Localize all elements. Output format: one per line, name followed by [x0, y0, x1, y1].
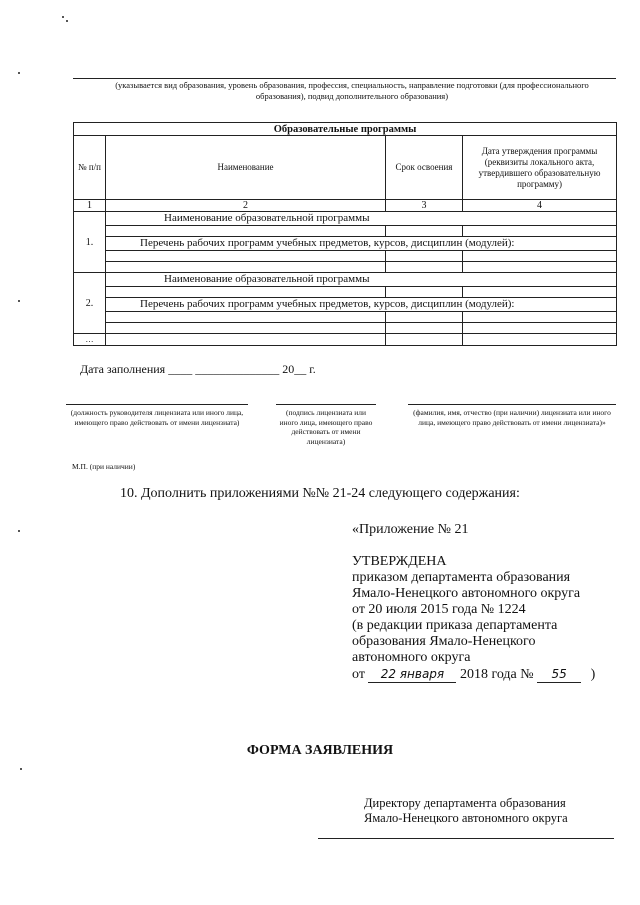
- approved-label: УТВЕРЖДЕНА: [352, 554, 447, 569]
- addressee-block: [364, 796, 568, 826]
- empty-cell: [386, 312, 463, 323]
- empty-cell: [463, 312, 617, 323]
- stamp-caption: М.П. (при наличии): [72, 462, 136, 471]
- table-title: Образовательные программы: [74, 123, 617, 136]
- addressee-line: Ямало-Ненецкого автономного округа: [364, 811, 568, 825]
- signature-line: [276, 404, 376, 405]
- header-num: № п/п: [74, 136, 106, 200]
- empty-cell: [106, 323, 386, 334]
- position-signature-line: [66, 404, 248, 405]
- empty-cell: [386, 262, 463, 273]
- ellipsis-cell: …: [74, 334, 106, 346]
- appendix-line: автономного округа: [352, 650, 471, 665]
- appendix-line: Ямало-Ненецкого автономного округа: [352, 586, 581, 601]
- position-caption: (должность руководителя лицензиата или иного лица, имеющего право действовать от имени лицензиата): [70, 408, 244, 427]
- col-number: 1: [74, 200, 106, 212]
- empty-cell: [106, 251, 386, 262]
- programs-table: [73, 122, 617, 346]
- empty-cell: [463, 251, 617, 262]
- form-title: ФОРМА ЗАЯВЛЕНИЯ: [246, 743, 394, 758]
- order-suffix: ): [590, 667, 596, 682]
- header-date: Дата утверждения программы (реквизиты локального акта, утвердившего образовательную программу): [463, 136, 617, 200]
- date-fill-line: Дата заполнения ____ ______________ 20__ г.: [80, 362, 316, 376]
- education-type-line: [73, 78, 616, 79]
- work-programs-label: Перечень рабочих программ учебных предметов, курсов, дисциплин (модулей):: [106, 298, 617, 312]
- appendix-block: [352, 522, 632, 683]
- appendix-title: «Приложение № 21: [352, 522, 469, 537]
- empty-cell: [463, 334, 617, 346]
- program-name-label: Наименование образовательной программы: [106, 212, 617, 226]
- row-number: 1.: [74, 212, 106, 273]
- empty-cell: [463, 323, 617, 334]
- appendix-line: образования Ямало-Ненецкого: [352, 634, 536, 649]
- program-name-label: Наименование образовательной программы: [106, 273, 617, 287]
- scan-speck: [18, 530, 20, 532]
- empty-cell: [386, 251, 463, 262]
- scan-speck: [66, 20, 68, 22]
- scan-speck: [18, 72, 20, 74]
- appendix-order-line: [352, 666, 632, 683]
- row-number: 2.: [74, 273, 106, 334]
- fullname-signature-line: [408, 404, 616, 405]
- empty-cell: [463, 287, 617, 298]
- col-number: 2: [106, 200, 386, 212]
- empty-cell: [386, 287, 463, 298]
- scan-speck: [18, 300, 20, 302]
- empty-cell: [463, 262, 617, 273]
- empty-cell: [106, 262, 386, 273]
- empty-cell: [106, 226, 386, 237]
- empty-cell: [386, 323, 463, 334]
- appendix-line: от 20 июля 2015 года № 1224: [352, 602, 526, 617]
- handwritten-number: 55: [537, 666, 581, 683]
- item-10: 10. Дополнить приложениями №№ 21-24 следующего содержания:: [120, 486, 520, 501]
- signature-caption: (подпись лицензиата или иного лица, имеющего право действовать от имени лицензиата): [279, 408, 373, 446]
- appendix-line: (в редакции приказа департамента: [352, 618, 558, 633]
- empty-cell: [106, 334, 386, 346]
- work-programs-label: Перечень рабочих программ учебных предметов, курсов, дисциплин (модулей):: [106, 237, 617, 251]
- header-name: Наименование: [106, 136, 386, 200]
- fullname-caption: (фамилия, имя, отчество (при наличии) лицензиата или иного лица, имеющего право действовать от имени лицензиата)»: [413, 408, 611, 427]
- addressee-line: Директору департамента образования: [364, 796, 566, 810]
- header-term: Срок освоения: [386, 136, 463, 200]
- handwritten-date: 22 января: [368, 666, 456, 683]
- order-year: 2018 года №: [459, 667, 534, 682]
- applicant-line: [318, 838, 614, 839]
- empty-cell: [386, 226, 463, 237]
- col-number: 3: [386, 200, 463, 212]
- empty-cell: [106, 312, 386, 323]
- scan-speck: [62, 16, 64, 18]
- empty-cell: [386, 334, 463, 346]
- appendix-line: приказом департамента образования: [352, 570, 571, 585]
- scan-speck: [20, 768, 22, 770]
- col-number: 4: [463, 200, 617, 212]
- empty-cell: [463, 226, 617, 237]
- education-type-note: (указывается вид образования, уровень образования, профессия, специальность, направление подготовки (для профессионального образования), подвид дополнительного образования): [115, 80, 589, 101]
- order-prefix: от: [352, 667, 365, 682]
- empty-cell: [106, 287, 386, 298]
